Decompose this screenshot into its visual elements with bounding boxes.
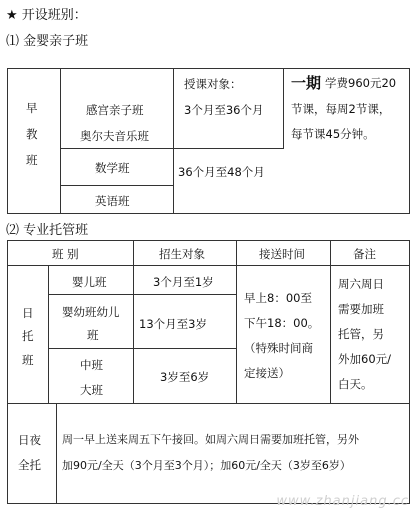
page-heading: ★ 开设班别： [6,8,87,23]
row-middle-name: 中班 [80,358,103,372]
fee-line-1: 学费960元20 [325,76,397,90]
pickup-line-1: 早上8：00至 [244,291,312,305]
note-line-4: 外加60元/ [338,352,392,366]
row-toddler-name-1: 婴幼班幼儿 [62,305,120,319]
fee-line-3: 每节课45分钟。 [291,127,375,141]
fulltime-label-1: 日夜 [18,433,41,447]
note-line-5: 白天。 [338,377,373,391]
pickup-line-2: 下午18：00。 [244,316,320,330]
pickup-line-3: （特殊时间商 [244,341,313,355]
fulltime-text-1: 周一早上送来周五下午接回。如周六周日需要加班托管，另外 [62,433,359,446]
note-line-2: 需要加班 [338,302,384,316]
row-toddler-age: 13个月至3岁 [139,317,207,331]
note-line-1: 周六周日 [338,277,384,291]
note-line-3: 托管，另 [338,327,384,341]
age-label: 授课对象： [184,77,242,91]
category-char-2: 教 [26,127,38,141]
section2-title: ⑵ 专业托管班 [6,223,89,238]
category-char-3: 班 [26,153,38,167]
row-senior-name: 大班 [80,383,103,397]
age-range-a: 3个月至36个月 [184,103,264,117]
daycare-char-2: 托 [22,329,34,343]
fee-period: 一期 [291,74,322,92]
fulltime-label-2: 全托 [18,458,41,472]
category-char-1: 早 [26,101,38,115]
daycare-char-3: 班 [22,353,34,367]
class-orff: 奥尔夫音乐班 [80,129,149,143]
watermark-text: www.zhanjiang.cc [276,494,409,509]
header-pickup: 接送时间 [259,247,305,261]
fulltime-text-2: 加90元/全天（3个月至3个月）；加60元/全天（3岁至6岁） [62,459,351,472]
class-english: 英语班 [95,194,130,208]
row-infant-name: 婴儿班 [72,275,107,289]
section1-title: ⑴ 金婴亲子班 [6,34,89,49]
fee-line-2: 节课，每周2节课， [291,102,391,116]
pickup-line-4: 定接送） [244,366,290,380]
header-note: 备注 [353,247,376,261]
header-class: 班 别 [52,247,79,261]
class-math: 数学班 [95,161,130,175]
row-infant-age: 3个月至1岁 [153,275,214,289]
header-age: 招生对象 [159,247,205,261]
age-range-b: 36个月至48个月 [178,165,265,179]
class-sensory: 感宫亲子班 [86,103,144,117]
daycare-char-1: 日 [22,306,34,320]
row-toddler-name-2: 班 [87,328,99,342]
row-kinder-age: 3岁至6岁 [160,370,210,384]
